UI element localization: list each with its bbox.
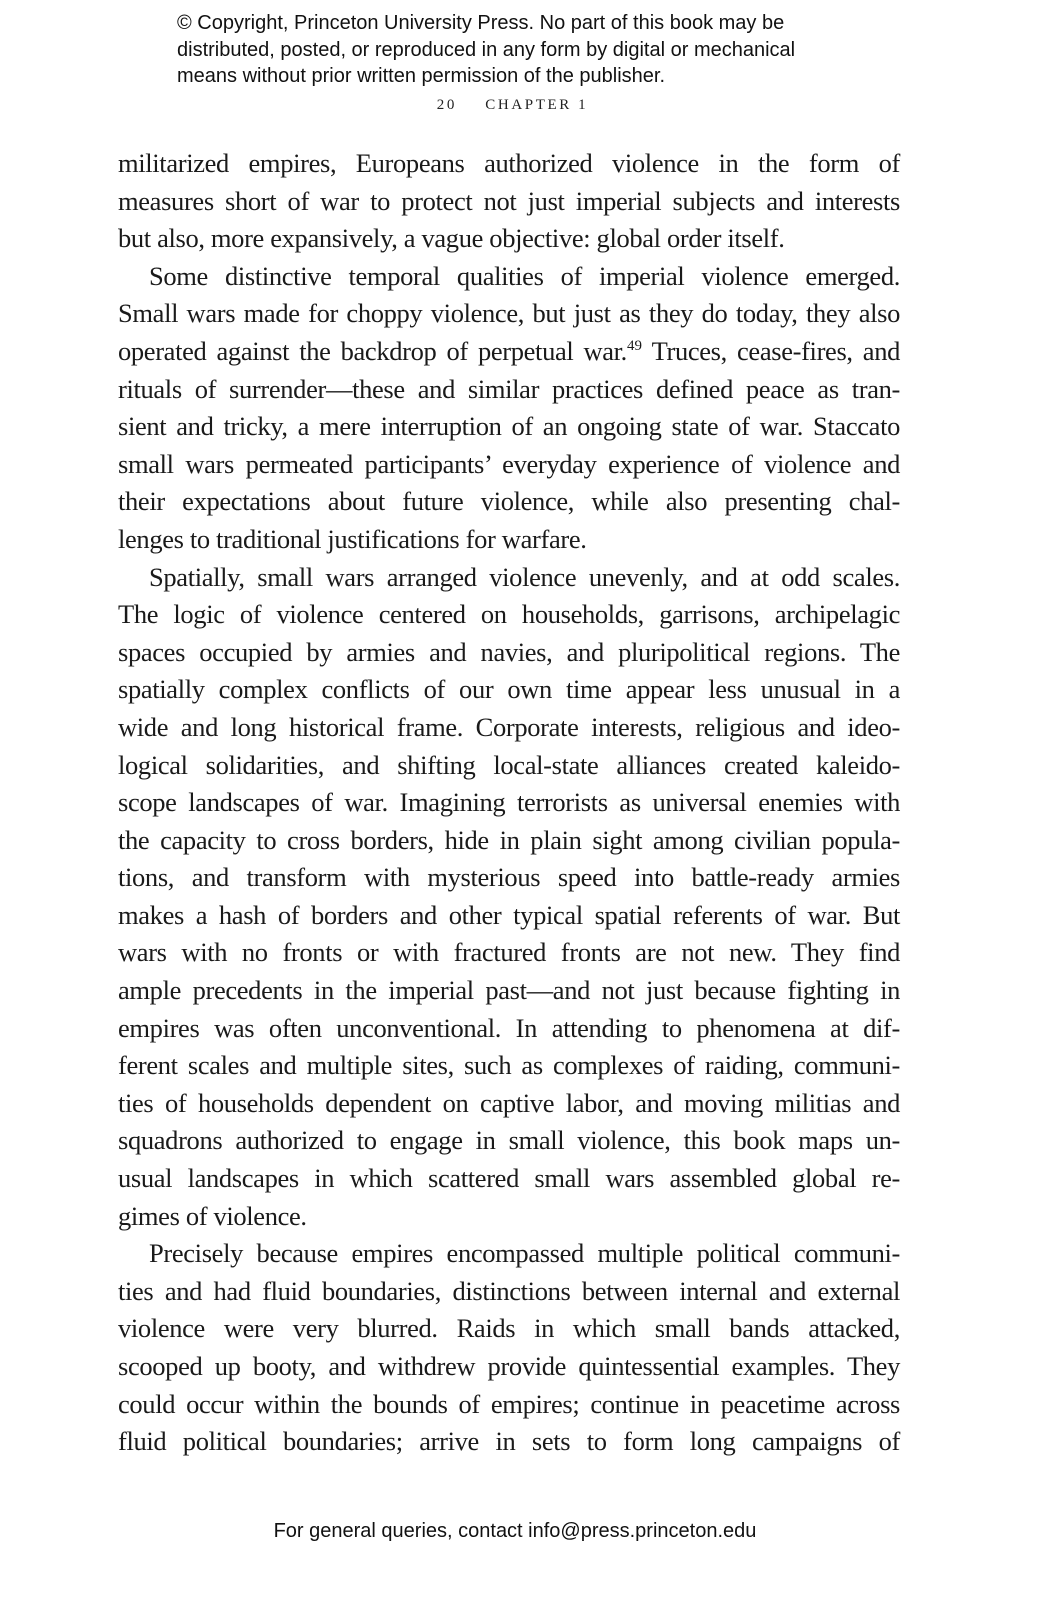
body-text	[118, 145, 900, 1461]
text-line: small wars permeated participants’ everyday experience of violence and	[118, 448, 900, 479]
text-line: violence were very blurred. Raids in which small bands attacked,	[118, 1313, 900, 1344]
text-line: scope landscapes of war. Imagining terrorists as universal enemies with	[118, 787, 900, 818]
paragraph	[118, 258, 900, 559]
text-line-with-footnote	[118, 333, 900, 371]
footnote-reference[interactable]: 49	[626, 337, 642, 354]
text-line: wide and long historical frame. Corporate interests, religious and ideo-	[118, 711, 900, 742]
text-fragment: Truces, cease-fires, and	[641, 335, 900, 366]
text-line: ample precedents in the imperial past—and not just because fighting in	[118, 975, 900, 1006]
copyright-line: © Copyright, Princeton University Press. No part of this book may be	[177, 12, 785, 34]
text-line: rituals of surrender—these and similar practices defined peace as tran-	[118, 373, 900, 404]
text-line: militarized empires, Europeans authorized violence in the form of	[118, 148, 900, 178]
text-line: Some distinctive temporal qualities of imperial violence emerged.	[149, 260, 900, 291]
text-line: ties and had fluid boundaries, distinctions between internal and external	[118, 1275, 900, 1306]
text-line: Small wars made for choppy violence, but just as they do today, they also	[118, 298, 900, 329]
text-line: measures short of war to protect not just imperial subjects and interests	[118, 185, 900, 216]
text-line: usual landscapes in which scattered small wars assembled global re-	[118, 1163, 900, 1194]
text-line: empires was often unconventional. In attending to phenomena at dif-	[118, 1012, 900, 1043]
text-line: scooped up booty, and withdrew provide quintessential examples. They	[118, 1351, 900, 1381]
paragraph	[118, 1235, 900, 1461]
text-line: The logic of violence centered on households, garrisons, archipelagic	[118, 599, 900, 630]
running-head	[0, 97, 1025, 114]
text-line: their expectations about future violence, while also presenting chal-	[118, 486, 900, 517]
text-line: Precisely because empires encompassed multiple political communi-	[149, 1238, 900, 1269]
page-number: 20	[436, 97, 457, 113]
text-line: logical solidarities, and shifting local-state alliances created kaleido-	[118, 749, 900, 780]
chapter-label: CHAPTER 1	[485, 97, 589, 113]
text-line: fluid political boundaries; arrive in sets to form long campaigns of	[118, 1426, 900, 1457]
text-line: lenges to traditional justifications for warfare.	[118, 523, 587, 554]
footer-contact: For general queries, contact info@press.princeton.edu	[273, 1520, 757, 1542]
text-line: spatially complex conflicts of our own time appear less unusual in a	[118, 674, 900, 705]
copyright-line: distributed, posted, or reproduced in any form by digital or mechanical	[177, 38, 796, 61]
copyright-line: means without prior written permission of the publisher.	[177, 65, 666, 87]
text-line: squadrons authorized to engage in small violence, this book maps un-	[118, 1125, 900, 1156]
text-fragment: operated against the backdrop of perpetual war.	[118, 335, 627, 366]
paragraph	[118, 559, 900, 1236]
text-line: makes a hash of borders and other typical spatial referents of war. But	[118, 899, 900, 930]
text-line: could occur within the bounds of empires; continue in peacetime across	[118, 1388, 900, 1419]
text-line: Spatially, small wars arranged violence unevenly, and at odd scales.	[149, 561, 900, 592]
text-line: the capacity to cross borders, hide in plain sight among civilian popula-	[118, 824, 900, 855]
paragraph	[118, 145, 900, 258]
text-line: gimes of violence.	[118, 1200, 307, 1231]
text-line: wars with no fronts or with fractured fronts are not new. They find	[118, 937, 900, 968]
text-line: but also, more expansively, a vague objective: global order itself.	[118, 223, 785, 254]
text-line: tions, and transform with mysterious speed into battle-ready armies	[118, 862, 900, 893]
copyright-notice	[177, 10, 877, 90]
text-line: ferent scales and multiple sites, such as complexes of raiding, communi-	[118, 1050, 900, 1081]
text-line: sient and tricky, a mere interruption of an ongoing state of war. Staccato	[118, 411, 900, 442]
text-line: spaces occupied by armies and navies, and pluripolitical regions. The	[118, 636, 900, 667]
text-line: ties of households dependent on captive labor, and moving militias and	[118, 1087, 900, 1118]
